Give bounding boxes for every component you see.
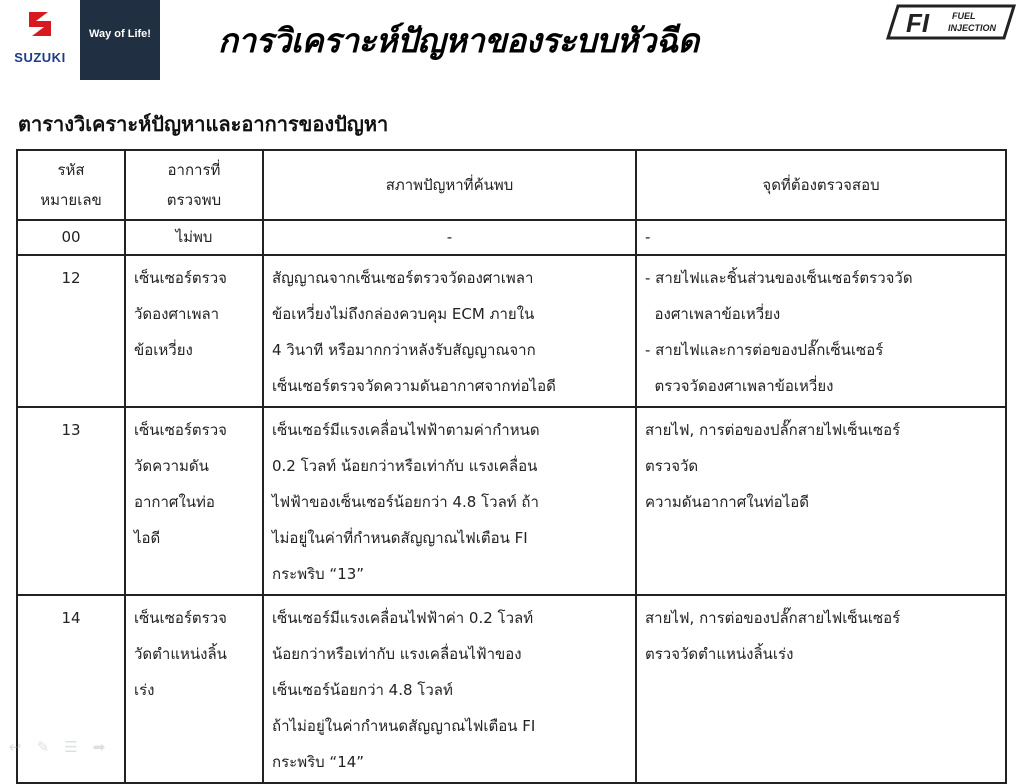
row-symptom: ไม่พบ: [125, 220, 263, 255]
header-check: จุดที่ต้องตรวจสอบ: [636, 150, 1006, 220]
header-code: รหัส หมายเลข: [17, 150, 125, 220]
brand-name: SUZUKI: [14, 50, 66, 65]
fi-line1: FUEL: [952, 11, 976, 21]
prev-arrow-icon[interactable]: ↩: [8, 738, 22, 756]
fi-mark: FI: [906, 8, 930, 38]
table-row: [17, 407, 1006, 595]
row-condition: -: [263, 220, 636, 255]
menu-icon[interactable]: ☰: [64, 738, 78, 756]
row-symptom: เซ็นเซอร์ตรวจ วัดตำแหน่งลิ้น เร่ง: [125, 595, 263, 783]
page-title: การวิเคราะห์ปัญหาของระบบหัวฉีด: [218, 21, 699, 60]
row-check: สายไฟ, การต่อของปลั๊กสายไฟเซ็นเซอร์ ตรวจวัดตำแหน่งลิ้นเร่ง: [636, 595, 1006, 783]
suzuki-s-icon: [26, 8, 54, 40]
row-condition: เซ็นเซอร์มีแรงเคลื่อนไฟฟ้าตามค่ากำหนด 0.2 โวลท์ น้อยกว่าหรือเท่ากับ แรงเคลื่อน ไฟฟ้าของเซ็นเซอร์น้อยกว่า 4.8 โวลท์ ถ้า ไม่อยู่ในค่าที่กำหนดสัญญาณไฟเตือน FI กระพริบ “13”: [263, 407, 636, 595]
row-condition: เซ็นเซอร์มีแรงเคลื่อนไฟฟ้าค่า 0.2 โวลท์ น้อยกว่าหรือเท่ากับ แรงเคลื่อนไฟ้าของ เซ็นเซอร์น้อยกว่า 4.8 โวลท์ ถ้าไม่อยู่ในค่ากำหนดสัญญาณไฟเตือน FI กระพริบ “14”: [263, 595, 636, 783]
row-check: สายไฟ, การต่อของปลั๊กสายไฟเซ็นเซอร์ ตรวจวัด ความดันอากาศในท่อไอดี: [636, 407, 1006, 595]
next-arrow-icon[interactable]: ➡: [92, 738, 106, 756]
row-check: -: [636, 220, 1006, 255]
row-code: 12: [17, 255, 125, 407]
fi-line2: INJECTION: [948, 23, 997, 33]
table-row: [17, 220, 1006, 255]
row-code: 13: [17, 407, 125, 595]
table-row: [17, 255, 1006, 407]
row-check: - สายไฟและชิ้นส่วนของเซ็นเซอร์ตรวจวัด องศาเพลาข้อเหวี่ยง - สายไฟและการต่อของปลั๊กเซ็นเซอร์ ตรวจวัดองศาเพลาข้อเหวี่ยง: [636, 255, 1006, 407]
row-symptom: เซ็นเซอร์ตรวจ วัดองศาเพลา ข้อเหวี่ยง: [125, 255, 263, 407]
pen-icon[interactable]: ✎: [36, 738, 50, 756]
slide-navigation: [6, 738, 108, 756]
table-row: [17, 595, 1006, 783]
suzuki-logo: [0, 0, 80, 80]
row-code: 00: [17, 220, 125, 255]
fi-fuel-injection-logo: [886, 4, 1016, 40]
header-symptom: อาการที่ ตรวจพบ: [125, 150, 263, 220]
row-symptom: เซ็นเซอร์ตรวจ วัดความดัน อากาศในท่อ ไอดี: [125, 407, 263, 595]
header-condition: สภาพปัญหาที่ค้นพบ: [263, 150, 636, 220]
row-condition: สัญญาณจากเซ็นเซอร์ตรวจวัดองศาเพลา ข้อเหวี่ยงไม่ถึงกล่องควบคุม ECM ภายใน 4 วินาที หรือมากกว่าหลังรับสัญญาณจาก เซ็นเซอร์ตรวจวัดความดันอากาศจากท่อไอดี: [263, 255, 636, 407]
slogan-text: Way of Life!: [89, 28, 151, 40]
diagnosis-table: [16, 149, 1007, 784]
table-heading: ตารางวิเคราะห์ปัญหาและอาการของปัญหา: [18, 112, 389, 136]
table-header-row: [17, 150, 1006, 220]
row-code: 14: [17, 595, 125, 783]
slogan-banner: [80, 0, 160, 80]
